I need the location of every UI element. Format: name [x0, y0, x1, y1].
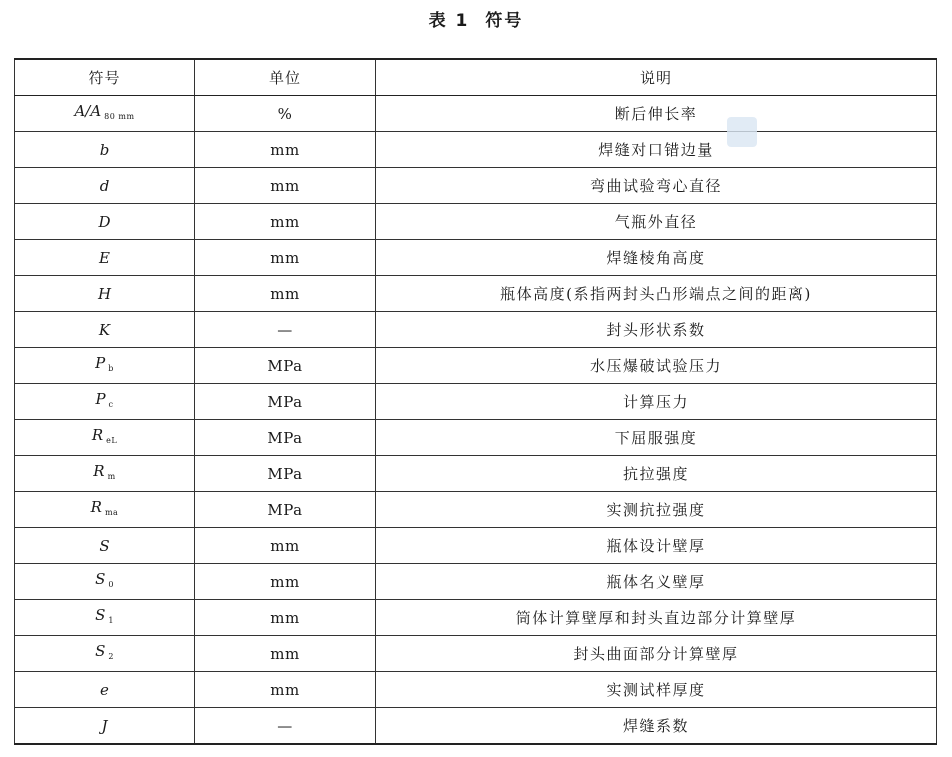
unit-cell: mm — [195, 240, 376, 276]
symbol-subscript: 80 mm — [104, 111, 135, 121]
symbol-text: A/A — [74, 101, 102, 120]
symbol-text: S — [95, 569, 106, 588]
table-row — [15, 456, 937, 492]
description-cell: 计算压力 — [376, 384, 937, 420]
table-row — [15, 384, 937, 420]
symbol-text: d — [99, 176, 110, 195]
symbol-text: S — [99, 536, 110, 555]
description-cell: 实测抗拉强度 — [376, 492, 937, 528]
table-header-row — [15, 59, 937, 96]
unit-cell: MPa — [195, 492, 376, 528]
description-cell: 瓶体设计壁厚 — [376, 528, 937, 564]
description-cell: 实测试样厚度 — [376, 672, 937, 708]
table-row — [15, 240, 937, 276]
unit-cell: mm — [195, 636, 376, 672]
table-row — [15, 600, 937, 636]
header-symbol: 符号 — [15, 59, 195, 96]
symbol-text: R — [91, 425, 104, 444]
symbol-text: e — [100, 680, 109, 699]
unit-cell: mm — [195, 600, 376, 636]
symbol-subscript: 1 — [108, 615, 114, 625]
unit-cell: mm — [195, 168, 376, 204]
symbol-text: P — [95, 353, 106, 372]
description-cell: 弯曲试验弯心直径 — [376, 168, 937, 204]
table-name: 符号 — [485, 11, 524, 31]
unit-cell: mm — [195, 672, 376, 708]
description-cell: 焊缝对口错边量 — [376, 132, 937, 168]
symbol-text: D — [98, 212, 111, 231]
symbol-subscript: c — [108, 399, 114, 409]
symbol-cell — [15, 240, 195, 276]
table-row — [15, 420, 937, 456]
symbol-cell — [15, 708, 195, 745]
symbol-cell — [15, 672, 195, 708]
description-cell: 封头曲面部分计算壁厚 — [376, 636, 937, 672]
symbol-cell — [15, 312, 195, 348]
symbol-cell — [15, 492, 195, 528]
symbol-cell — [15, 456, 195, 492]
symbol-text: R — [90, 497, 102, 516]
unit-cell: MPa — [195, 384, 376, 420]
table-row — [15, 204, 937, 240]
symbol-subscript: b — [108, 363, 114, 373]
table-row — [15, 96, 937, 132]
symbol-text: E — [99, 248, 110, 267]
symbol-subscript: m — [107, 471, 116, 481]
symbol-subscript: ma — [104, 507, 119, 517]
symbol-text: R — [93, 461, 105, 480]
unit-cell: MPa — [195, 420, 376, 456]
symbol-subscript: 0 — [108, 579, 114, 589]
description-cell: 抗拉强度 — [376, 456, 937, 492]
table-row — [15, 636, 937, 672]
symbol-cell — [15, 636, 195, 672]
table-number: 表 1 — [428, 11, 470, 31]
symbol-cell — [15, 528, 195, 564]
symbol-text: S — [95, 605, 106, 624]
symbol-subscript: 2 — [108, 651, 114, 661]
table-row — [15, 708, 937, 745]
symbol-text: H — [97, 284, 112, 303]
symbol-cell — [15, 348, 195, 384]
unit-cell: — — [195, 312, 376, 348]
description-cell: 断后伸长率 — [376, 96, 937, 132]
description-cell: 下屈服强度 — [376, 420, 937, 456]
unit-cell: MPa — [195, 348, 376, 384]
symbol-text: b — [99, 140, 110, 159]
unit-cell: mm — [195, 204, 376, 240]
symbol-subscript: eL — [106, 435, 118, 445]
symbol-cell — [15, 420, 195, 456]
symbols-table — [14, 58, 937, 745]
unit-cell: mm — [195, 276, 376, 312]
table-row — [15, 672, 937, 708]
description-cell: 焊缝系数 — [376, 708, 937, 745]
symbol-cell — [15, 204, 195, 240]
table-title — [0, 9, 952, 33]
symbol-cell — [15, 600, 195, 636]
unit-cell: mm — [195, 132, 376, 168]
symbol-text: S — [95, 641, 106, 660]
symbol-cell — [15, 168, 195, 204]
description-cell: 气瓶外直径 — [376, 204, 937, 240]
table-row — [15, 132, 937, 168]
description-cell: 焊缝棱角高度 — [376, 240, 937, 276]
symbol-text: P — [95, 389, 106, 408]
header-unit: 单位 — [195, 59, 376, 96]
unit-cell: mm — [195, 528, 376, 564]
description-cell: 封头形状系数 — [376, 312, 937, 348]
table-row — [15, 348, 937, 384]
symbol-text: K — [98, 320, 111, 339]
table-row — [15, 168, 937, 204]
header-description: 说明 — [376, 59, 937, 96]
table-row — [15, 276, 937, 312]
description-cell: 瓶体高度(系指两封头凸形端点之间的距离) — [376, 276, 937, 312]
symbol-cell — [15, 132, 195, 168]
table-row — [15, 564, 937, 600]
symbol-cell — [15, 384, 195, 420]
symbol-cell — [15, 96, 195, 132]
table-row — [15, 492, 937, 528]
unit-cell: — — [195, 708, 376, 745]
unit-cell: MPa — [195, 456, 376, 492]
table-row — [15, 312, 937, 348]
symbol-cell — [15, 564, 195, 600]
description-cell: 瓶体名义壁厚 — [376, 564, 937, 600]
sac-watermark-logo — [727, 117, 757, 147]
description-cell: 水压爆破试验压力 — [376, 348, 937, 384]
table-row — [15, 528, 937, 564]
unit-cell: mm — [195, 564, 376, 600]
symbol-cell — [15, 276, 195, 312]
unit-cell: % — [195, 96, 376, 132]
description-cell: 筒体计算壁厚和封头直边部分计算壁厚 — [376, 600, 937, 636]
symbol-text: J — [101, 716, 108, 735]
